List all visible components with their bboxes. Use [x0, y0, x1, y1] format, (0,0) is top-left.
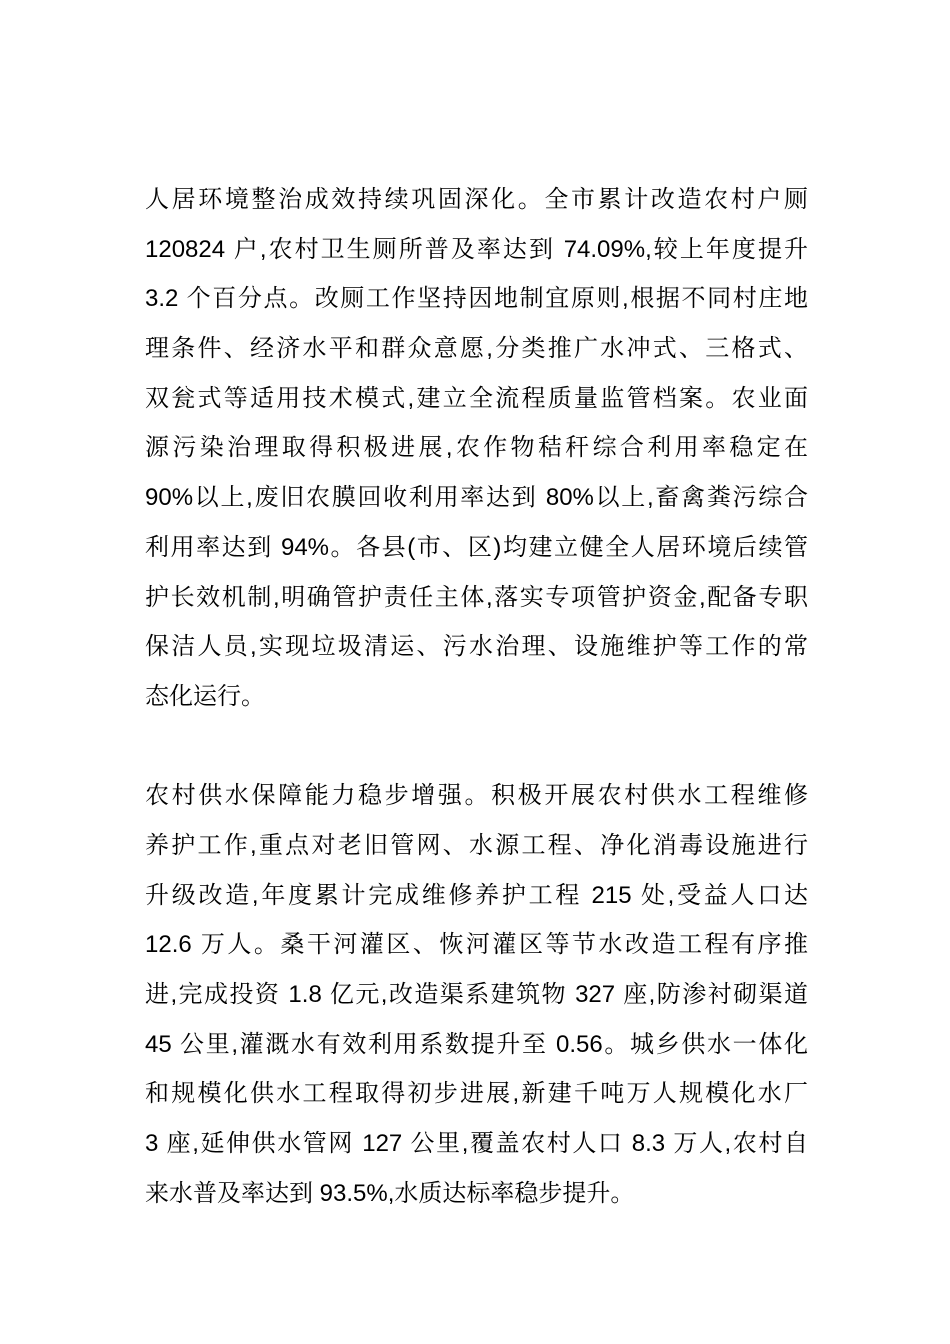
text-line: 态化运行。: [145, 682, 265, 710]
text-line: 45 公里,灌溉水有效利用系数提升至 0.56。城乡供水一体化: [145, 1030, 808, 1058]
paragraph-2: [145, 771, 808, 1218]
text-line: 进,完成投资 1.8 亿元,改造渠系建筑物 327 座,防渗衬砌渠道: [145, 981, 808, 1008]
text-line: 12.6 万人。桑干河灌区、恢河灌区等节水改造工程有序推: [145, 931, 808, 959]
text-line: 3.2 个百分点。改厕工作坚持因地制宜原则,根据不同村庄地: [145, 285, 808, 313]
text-line: 来水普及率达到 93.5%,水质达标率稳步提升。: [145, 1179, 635, 1207]
text-line: 保洁人员,实现垃圾清运、污水治理、设施维护等工作的常: [145, 633, 808, 661]
text-line: 理条件、经济水平和群众意愿,分类推广水冲式、三格式、: [145, 335, 808, 363]
text-line: 和规模化供水工程取得初步进展,新建千吨万人规模化水厂: [145, 1080, 808, 1108]
text-line: 农村供水保障能力稳步增强。积极开展农村供水工程维修: [145, 782, 808, 810]
text-line: 90%以上,废旧农膜回收利用率达到 80%以上,畜禽粪污综合: [145, 484, 808, 512]
text-line: 人居环境整治成效持续巩固深化。全市累计改造农村户厕: [145, 186, 808, 213]
text-line: 养护工作,重点对老旧管网、水源工程、净化消毒设施进行: [145, 831, 808, 859]
paragraph-1: [145, 175, 808, 722]
text-line: 120824 户,农村卫生厕所普及率达到 74.09%,较上年度提升: [145, 235, 808, 263]
text-line: 源污染治理取得积极进展,农作物秸秆综合利用率稳定在: [145, 434, 808, 462]
text-line: 护长效机制,明确管护责任主体,落实专项管护资金,配备专职: [145, 583, 808, 611]
text-line: 3 座,延伸供水管网 127 公里,覆盖农村人口 8.3 万人,农村自: [145, 1130, 808, 1158]
document-body: [145, 175, 808, 1218]
text-line: 双瓮式等适用技术模式,建立全流程质量监管档案。农业面: [145, 384, 808, 412]
text-line: 升级改造,年度累计完成维修养护工程 215 处,受益人口达: [145, 881, 808, 909]
text-line: 利用率达到 94%。各县(市、区)均建立健全人居环境后续管: [145, 533, 808, 561]
